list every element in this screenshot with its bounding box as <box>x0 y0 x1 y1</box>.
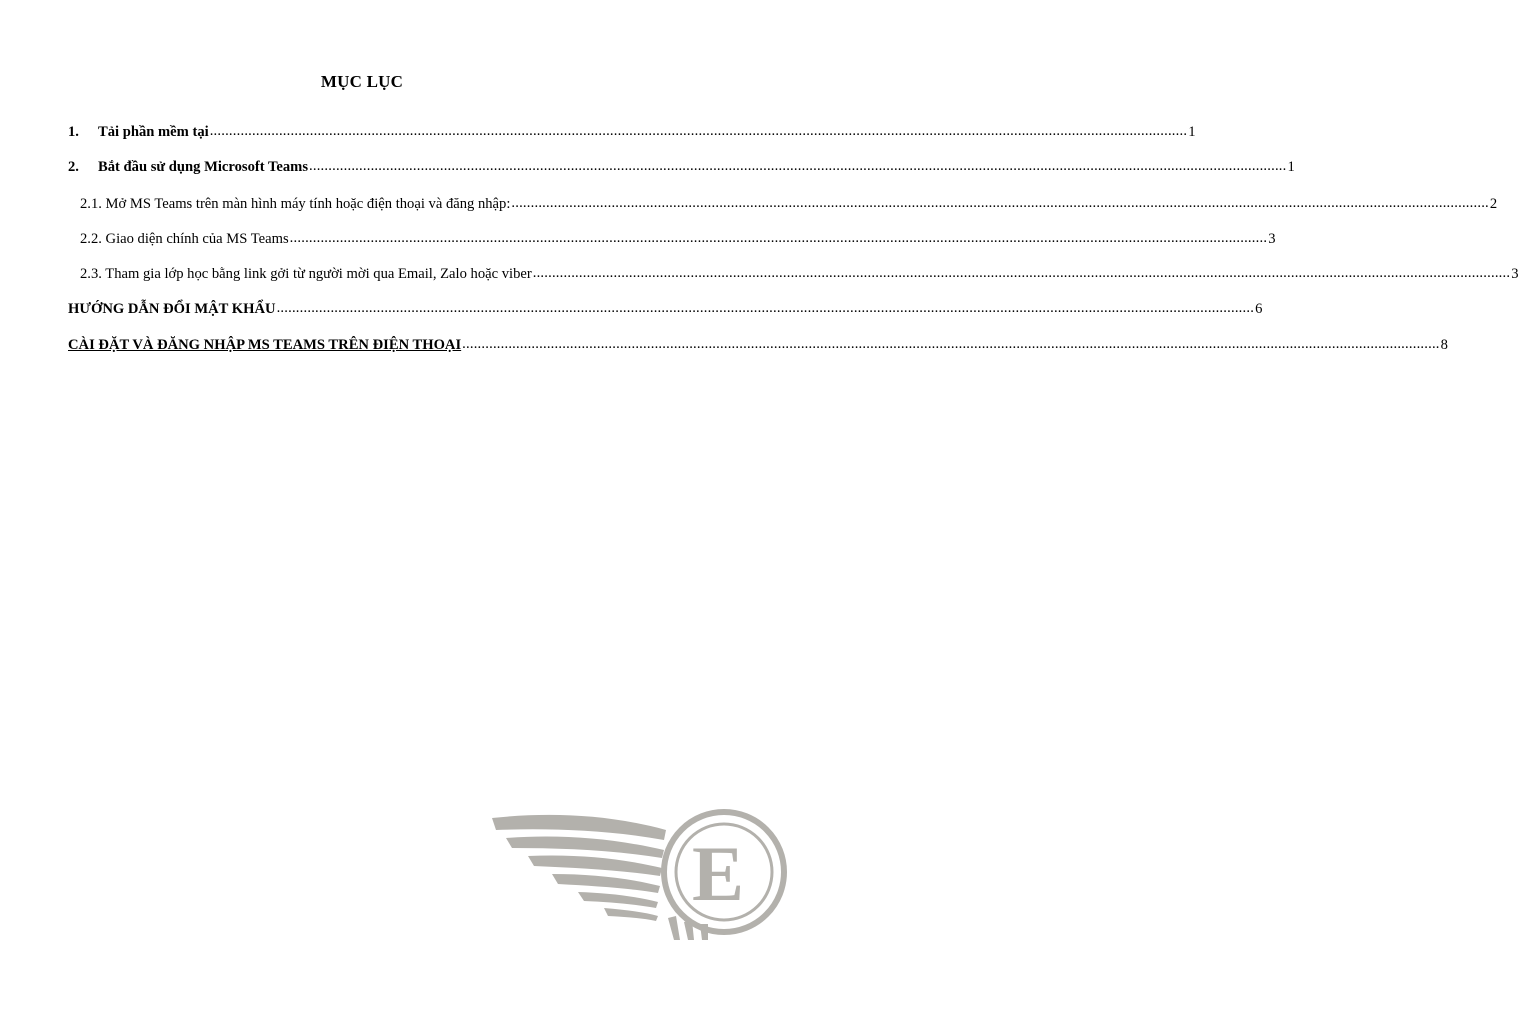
toc-page-number: 3 <box>1268 231 1276 247</box>
toc-page-number: 2 <box>1489 196 1498 212</box>
toc-entry-label: HƯỚNG DẪN ĐỔI MẬT KHẨU <box>68 301 276 317</box>
toc-entry-2-1[interactable] <box>80 194 1498 214</box>
toc-leader-dots <box>290 228 1268 248</box>
toc-entry-cai-dat[interactable] <box>68 335 1448 355</box>
toc-entry-label: Tải phần mềm tại <box>98 124 209 140</box>
toc-page-number: 8 <box>1440 337 1448 353</box>
toc-leader-dots <box>533 263 1511 283</box>
toc-entry-1[interactable] <box>68 122 1196 142</box>
page-title: MỤC LỤC <box>320 72 404 91</box>
toc-page-number: 6 <box>1255 301 1263 317</box>
toc-entry-label: 2.3. Tham gia lớp học bằng link gởi từ người mời qua Email, Zalo hoặc viber <box>80 266 532 282</box>
toc-page-number: 3 <box>1511 266 1519 282</box>
emblem-letter: E <box>692 830 745 917</box>
toc-entry-2-2[interactable] <box>80 229 1276 249</box>
toc-entry-2-3[interactable] <box>80 264 1519 284</box>
toc-entry-number: 1. <box>68 124 79 140</box>
toc-entry-label: Bắt đầu sử dụng Microsoft Teams <box>98 159 308 175</box>
toc-leader-dots <box>210 121 1188 141</box>
toc-leader-dots <box>462 334 1440 354</box>
toc-entry-2[interactable] <box>68 157 1295 177</box>
toc-entry-number: 2. <box>68 159 79 175</box>
toc-entry-label: 2.2. Giao diện chính của MS Teams <box>80 231 289 247</box>
toc-leader-dots <box>511 193 1489 213</box>
toc-entry-doi-mat-khau[interactable] <box>68 299 1263 319</box>
toc-entry-label: CÀI ĐẶT VÀ ĐĂNG NHẬP MS TEAMS TRÊN ĐIỆN THOẠI <box>68 337 462 353</box>
toc-page-number: 1 <box>1287 159 1295 175</box>
toc-page-number: 1 <box>1188 124 1196 140</box>
toc-leader-dots <box>309 156 1287 176</box>
toc-leader-dots <box>277 298 1255 318</box>
toc-entry-label: 2.1. Mở MS Teams trên màn hình máy tính hoặc điện thoại và đăng nhập: <box>80 196 511 212</box>
winged-emblem-icon <box>488 800 745 940</box>
